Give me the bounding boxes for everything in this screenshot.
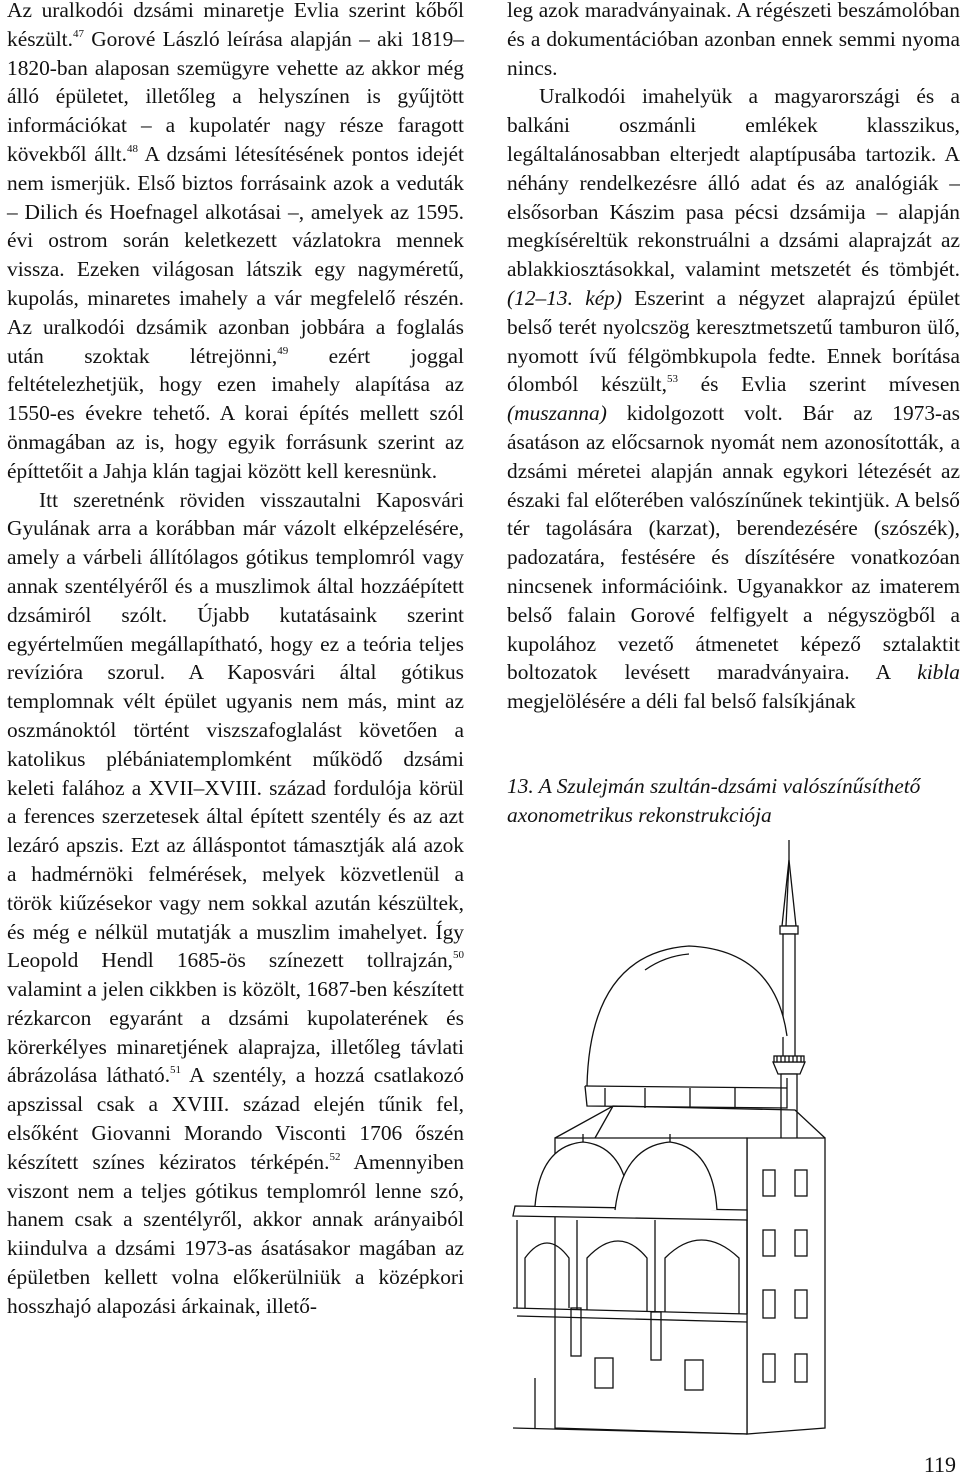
left-column xyxy=(7,0,464,1321)
right-paragraph-2: Uralkodói imahelyük a magyarországi és a balkáni oszmánli emlékek klasszikus, legáltalánosabban elterjedt alaptípusába tartozik. A néhány rendelkezésre álló adat és az analógiák – elsősorban Kászim pasa pécsi dzsámija – alapján megkíséreltük rekonstruálni a dzsámi alaprajzát az ablakkiosztásokkal, valamint metszetét és tömbjét. (12–13. kép) Eszerint a négyzet alaprajzú épület belső terét nyolcszög keresztmetszetű tamburon ülő, nyomott ívű félgömbkupola fedte. Ennek borítása ólomból készült,$^{53}$ és Evlia szerint mívesen (muszanna) kidolgozott volt. Bár az 1973-as ásatáson az előcsarnok nyomát nem azonosították, a dzsámi méretei alapján annak egykori létezését az északi fal előterében valószínűnek tekintjük. A belső tér tagolására (karzat), berendezésére (szószék), padozatára, festésére és díszítésére vonatkozóan nincsenek információink. Ugyanakkor az imaterem belső falain Gorové felfigyelt a négyszögből a kupolához vezető átmenetet képező sztalaktit boltozatok levésett maradványaira. A kibla megjelölésére a déli fal belső falsíkjának xyxy=(507,84,960,714)
figure-caption: 13. A Szulejmán szultán-dzsámi valószínűsíthető axonometrikus rekonstrukciója xyxy=(507,774,921,827)
footnote-ref-53: 53 xyxy=(666,373,678,386)
footnote-ref-51: 51 xyxy=(170,1064,182,1077)
footnote-ref-48: 48 xyxy=(126,142,138,155)
mosque-axonometric-drawing xyxy=(495,838,960,1444)
footnote-ref-52: 52 xyxy=(329,1150,341,1163)
footnote-ref-50: 50 xyxy=(453,949,464,962)
footnote-ref-47: 47 xyxy=(72,27,84,40)
left-paragraph-1: Az uralkodói dzsámi minaretje Evlia szerint kőből készült.$^{47}$ Gorové László leírása alapján – aki 1819–1820-ban alaposan szemügyre vehette az akkor még álló épületet, illetőleg a helyszínen is gyűjtött információkat – a kupolatér nagy része faragott kövekből állt.$^{48}$ A dzsámi létesítésének pontos idejét nem ismerjük. Első biztos forrásaink azok a veduták – Dilich és Hoefnagel alkotásai –, amelyek az 1595. évi ostrom során keletkezett vázlatokra mennek vissza. Ezeken világosan látszik egy nagyméretű, kupolás, minaretes imahely a vár megfelelő részén. Az uralkodói dzsámik azonban jobbára a foglalás után szoktak létrejönni,$^{49}$ ezért joggal feltételezhetjük, hogy ezen imahely alapítása az 1550-es évekre tehető. A korai építés mellett szól önmagában az is, hogy egyik forrásunk szerint az építtetőit a Jahja klán tagjai között kell keresnünk. xyxy=(7,0,464,483)
right-column xyxy=(507,0,960,716)
left-paragraph-2: Itt szeretnénk röviden visszautalni Kaposvári Gyulának arra a korábban már vázolt elképzelésére, amely a várbeli állítólagos gótikus templomról vagy annak szentélyéről és a muszlimok által hozzáépített dzsámiról szólt. Újabb kutatásaink szerint egyértelműen megállapítható, hogy ez a teória teljes revízióra szorul. A Kaposvári által gótikus templomnak vélt épület ugyanis nem más, mint az oszmánoktól történt viszszafoglalást követően a katolikus plébániatemplomként működő dzsámi keleti falához a XVII–XVIII. század fordulója körül a ferences szerzetesek által épített szentély és az azt lezáró apszis. Ezt az álláspontot támasztják alá azok a hadmérnöki felmérések, melyek közvetlenül a török kiűzésekor vagy nem sokkal azután készültek, és még e nélkül mutatják a muszlim imahelyet. Így Leopold Hendl 1685-ös színezett tollrajzán,$^{50}$ valamint a jelen cikkben is közölt, 1687-ben készített rézkarcon egyaránt a dzsámi kupolaterének és körerkélyes minaretjének alaprajza, illetőleg távlati ábrázolása látható.$^{51}$ A szentély, a hozzá csatlakozó apszissal csak a XVIII. század elején tűnik fel, elsőként Giovanni Morando Visconti 1706 őszén készített színes kéziratos térképén.$^{52}$ Amennyiben viszont nem a teljes gótikus templomról lenne szó, hanem csak a szentélyről, akkor annak arányaiból kiindulva a dzsámi 1973-as ásatásakor magában az épületben kellett volna előkerülniük a középkori hosszhajó alapozási árkainak, illető- xyxy=(7,487,464,1318)
page-number: 119 xyxy=(923,1452,956,1477)
right-paragraph-1: leg azok maradványainak. A régészeti beszámolóban és a dokumentációban azonban ennek semmi nyoma nincs. xyxy=(507,0,960,80)
footnote-ref-49: 49 xyxy=(277,344,289,357)
